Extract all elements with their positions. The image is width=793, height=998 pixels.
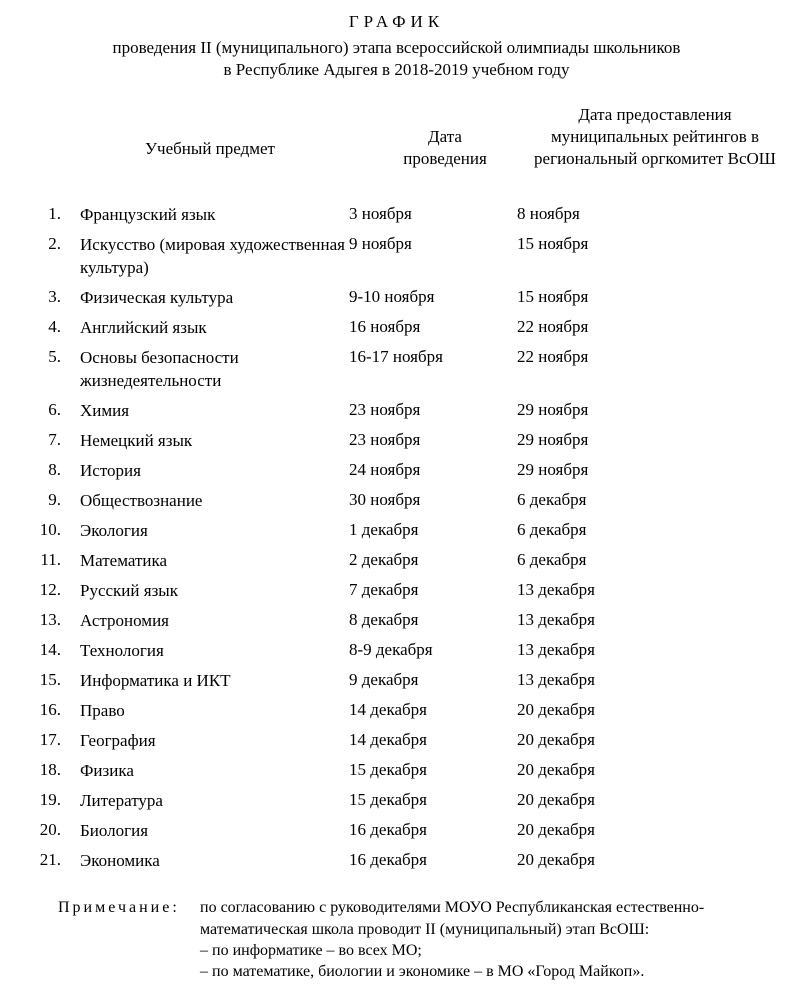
row-date: 15 декабря [349, 790, 427, 809]
row-date: 9 декабря [349, 670, 419, 689]
table-row [0, 849, 793, 879]
document-heading: ГРАФИК [348, 12, 445, 31]
row-date: 7 декабря [349, 580, 419, 599]
row-number: 17. [39, 730, 61, 749]
table-row [0, 639, 793, 669]
row-rating-date: 15 ноября [517, 234, 589, 253]
table-row [0, 459, 793, 489]
row-rating-date: 6 декабря [517, 490, 587, 509]
row-number: 14. [39, 640, 61, 659]
row-number: 15. [39, 670, 61, 689]
table-row [0, 429, 793, 459]
row-rating-date: 20 декабря [517, 730, 595, 749]
row-date: 14 декабря [349, 700, 427, 719]
row-rating-date: 15 ноября [517, 287, 589, 306]
row-rating-date: 6 декабря [517, 520, 587, 539]
row-subject: Искусство (мировая художественная культура) [80, 235, 345, 277]
row-subject: Основы безопасности жизнедеятельности [80, 348, 239, 390]
row-number: 1. [48, 204, 61, 223]
table-row [0, 233, 793, 286]
row-rating-date: 13 декабря [517, 670, 595, 689]
row-number: 16. [39, 700, 61, 719]
row-number: 3. [48, 287, 61, 306]
document-subtitle-line-2: в Республике Адыгея в 2018-2019 учебном году [223, 60, 570, 79]
table-row [0, 819, 793, 849]
row-date: 2 декабря [349, 550, 419, 569]
row-subject: Литература [80, 791, 163, 810]
row-date: 8-9 декабря [349, 640, 433, 659]
column-header-rating-date: Дата предоставления муниципальных рейтингов в региональный оргкомитет ВсОШ [534, 105, 776, 168]
row-rating-date: 22 ноября [517, 317, 589, 336]
row-number: 21. [39, 850, 61, 869]
row-rating-date: 20 декабря [517, 850, 595, 869]
table-row [0, 699, 793, 729]
row-rating-date: 29 ноября [517, 460, 589, 479]
row-number: 10. [39, 520, 61, 539]
row-rating-date: 8 ноября [517, 204, 580, 223]
row-rating-date: 13 декабря [517, 610, 595, 629]
row-date: 24 ноября [349, 460, 421, 479]
row-number: 6. [48, 400, 61, 419]
column-header-subject: Учебный предмет [145, 139, 275, 158]
row-subject: Русский язык [80, 581, 178, 600]
row-date: 23 ноября [349, 430, 421, 449]
row-subject: Астрономия [80, 611, 169, 630]
document-subtitle-line-1: проведения II (муниципального) этапа всероссийской олимпиады школьников [112, 38, 681, 57]
row-number: 2. [48, 234, 61, 253]
row-rating-date: 6 декабря [517, 550, 587, 569]
row-date: 16 декабря [349, 850, 427, 869]
row-date: 23 ноября [349, 400, 421, 419]
row-date: 3 ноября [349, 204, 412, 223]
row-number: 7. [48, 430, 61, 449]
row-rating-date: 20 декабря [517, 820, 595, 839]
row-date: 30 ноября [349, 490, 421, 509]
row-subject: Право [80, 701, 125, 720]
row-subject: География [80, 731, 156, 750]
table-row [0, 489, 793, 519]
row-date: 14 декабря [349, 730, 427, 749]
row-number: 5. [48, 347, 61, 366]
table-row [0, 519, 793, 549]
note-line-2: математическая школа проводит II (муниципальный) этап ВсОШ: [200, 921, 650, 938]
row-rating-date: 13 декабря [517, 640, 595, 659]
note-line-1: по согласованию с руководителями МОУО Республиканская естественно- [200, 899, 705, 916]
row-rating-date: 20 декабря [517, 760, 595, 779]
row-rating-date: 22 ноября [517, 347, 589, 366]
row-number: 9. [48, 490, 61, 509]
table-row [0, 203, 793, 233]
row-rating-date: 20 декабря [517, 700, 595, 719]
table-row [0, 789, 793, 819]
row-subject: Биология [80, 821, 149, 840]
row-number: 20. [39, 820, 61, 839]
row-subject: Технология [80, 641, 164, 660]
note-line-3: – по информатике – во всех МО; [200, 942, 422, 959]
row-rating-date: 29 ноября [517, 400, 589, 419]
row-rating-date: 13 декабря [517, 580, 595, 599]
row-date: 8 декабря [349, 610, 419, 629]
row-number: 12. [39, 580, 61, 599]
table-row [0, 759, 793, 789]
table-row [0, 346, 793, 399]
row-subject: Физическая культура [80, 288, 234, 307]
row-date: 16 ноября [349, 317, 421, 336]
row-subject: Информатика и ИКТ [80, 671, 231, 690]
table-row [0, 669, 793, 699]
row-subject: Английский язык [80, 318, 207, 337]
table-row [0, 399, 793, 429]
row-date: 9 ноября [349, 234, 412, 253]
row-subject: Химия [80, 401, 130, 420]
row-subject: Математика [80, 551, 168, 570]
table-row [0, 549, 793, 579]
row-date: 15 декабря [349, 760, 427, 779]
table-row [0, 579, 793, 609]
row-rating-date: 29 ноября [517, 430, 589, 449]
row-number: 8. [48, 460, 61, 479]
row-rating-date: 20 декабря [517, 790, 595, 809]
row-number: 13. [39, 610, 61, 629]
row-subject: Экология [80, 521, 148, 540]
row-subject: История [80, 461, 141, 480]
column-header-date: Дата проведения [403, 127, 487, 168]
row-date: 16-17 ноября [349, 347, 443, 366]
row-number: 11. [40, 550, 61, 569]
row-number: 19. [39, 790, 61, 809]
row-date: 16 декабря [349, 820, 427, 839]
table-row [0, 316, 793, 346]
table-row [0, 286, 793, 316]
row-subject: Физика [80, 761, 134, 780]
row-subject: Немецкий язык [80, 431, 193, 450]
row-date: 1 декабря [349, 520, 419, 539]
row-subject: Французский язык [80, 205, 216, 224]
row-date: 9-10 ноября [349, 287, 435, 306]
row-subject: Обществознание [80, 491, 203, 510]
note-label: Примечание: [58, 899, 180, 916]
schedule-table [0, 203, 793, 879]
row-number: 4. [48, 317, 61, 336]
table-row [0, 609, 793, 639]
row-subject: Экономика [80, 851, 160, 870]
note-line-4: – по математике, биологии и экономике – в МО «Город Майкоп». [200, 963, 645, 980]
row-number: 18. [39, 760, 61, 779]
table-row [0, 729, 793, 759]
